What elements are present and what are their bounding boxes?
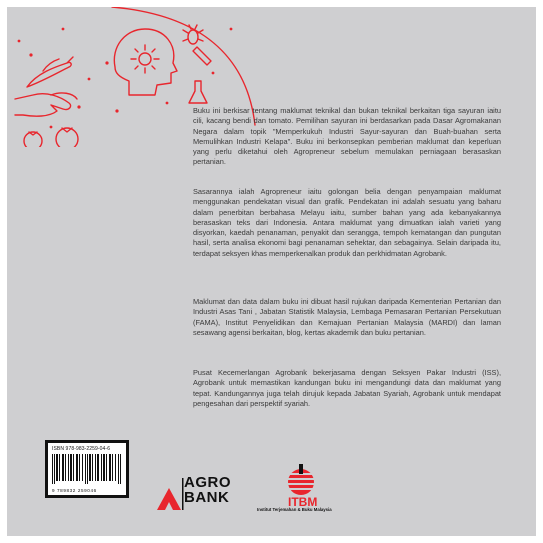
itbm-full-name: Institut Terjemahan & Buku Malaysia [257, 507, 332, 512]
hand-icon [15, 93, 77, 116]
head-gear-icon [114, 29, 177, 95]
barcode-digits: 9 789832 259046 [52, 488, 97, 493]
book-back-cover [7, 7, 536, 536]
paragraph-text: Buku ini berkisar tentang maklumat teknikal dan bukan teknikal berkaitan tiga sayuran iaitu cili, kacang bendi dan tomato. Pemilihan sayuran ini berdasarkan pada Dasar Agromakanan Negara dalam topik "Memperkukuh Industri Sayur-sayuran dan Buah-buahan serta Memulihkan Industri Kelapa". Buku ini berkonsepkan pemberian maklumat dan keperluan yang perlu diketahui oleh Agropreneur sebelum memulakan perniagaan berasaskan pertanian. [193, 106, 501, 167]
description-paragraph-2 [193, 187, 501, 265]
paragraph-text: Sasarannya ialah Agropreneur iaitu golongan belia dengan penyampaian maklumat menggunakan pendekatan visual dan grafik. Pendekatan ini adalah sesuatu yang baharu dalam penerbitan berbahasa Melayu iaitu, sumber bahan yang ada kebanyakannya berasaskan teks dari Indonesia. Antara maklumat yang dimuatkan ialah varieti yang disyorkan, kaedah penanaman, penyakit dan serangga, tempoh kematangan dan pungutan hasil, serta analisa ekonomi bagi penanaman sehektar, dan sebagainya. Selain daripada itu, terdapat seksyen khas memperkenalkan produk dan perkhidmatan Agrobank. [193, 187, 501, 258]
itbm-abbr: ITBM [288, 495, 318, 509]
itbm-logo [255, 462, 365, 522]
description-paragraph-1 [193, 106, 501, 174]
description-paragraph-3 [193, 297, 501, 344]
paragraph-text: Maklumat dan data dalam buku ini dibuat hasil rujukan daripada Kementerian Pertanian dan Industri Asas Tani , Jabatan Statistik Malaysia, Lembaga Pemasaran Pertanian Persekutuan (FAMA), Institut Penyelidikan dan Kemajuan Pertanian Malaysia (MARDI) dan laman sesawang agensi berkaitan, blog, kertas akademik dan buku pertanian. [193, 297, 501, 337]
agrobank-line-1: AGRO [184, 474, 231, 491]
agrobank-triangle-icon [157, 488, 181, 510]
itbm-emblem-icon [288, 464, 314, 495]
tomato-icon [24, 128, 78, 147]
isbn-barcode [45, 440, 129, 498]
barcode-bars-icon [52, 454, 122, 484]
agrobank-wordmark [184, 475, 231, 505]
paragraph-text: Pusat Kecemerlangan Agrobank bekerjasama dengan Seksyen Pakar Industri (ISS), Agrobank untuk memastikan kandungan buku ini mengandungi data dan maklumat yang tepat. Kandungannya juga telah dirujuk kepada Jabatan Syariah, Agrobank untuk mendapat pengesahan dari perspektif syariah. [193, 368, 501, 408]
bug-icon [183, 25, 203, 44]
description-paragraph-4 [193, 368, 501, 415]
chili-icon [27, 57, 73, 87]
isbn-number: ISBN 978-983-2259-04-6 [52, 446, 111, 452]
agrobank-line-2: BANK [184, 489, 230, 506]
rocket-icon [193, 47, 211, 65]
flask-icon [189, 81, 207, 103]
